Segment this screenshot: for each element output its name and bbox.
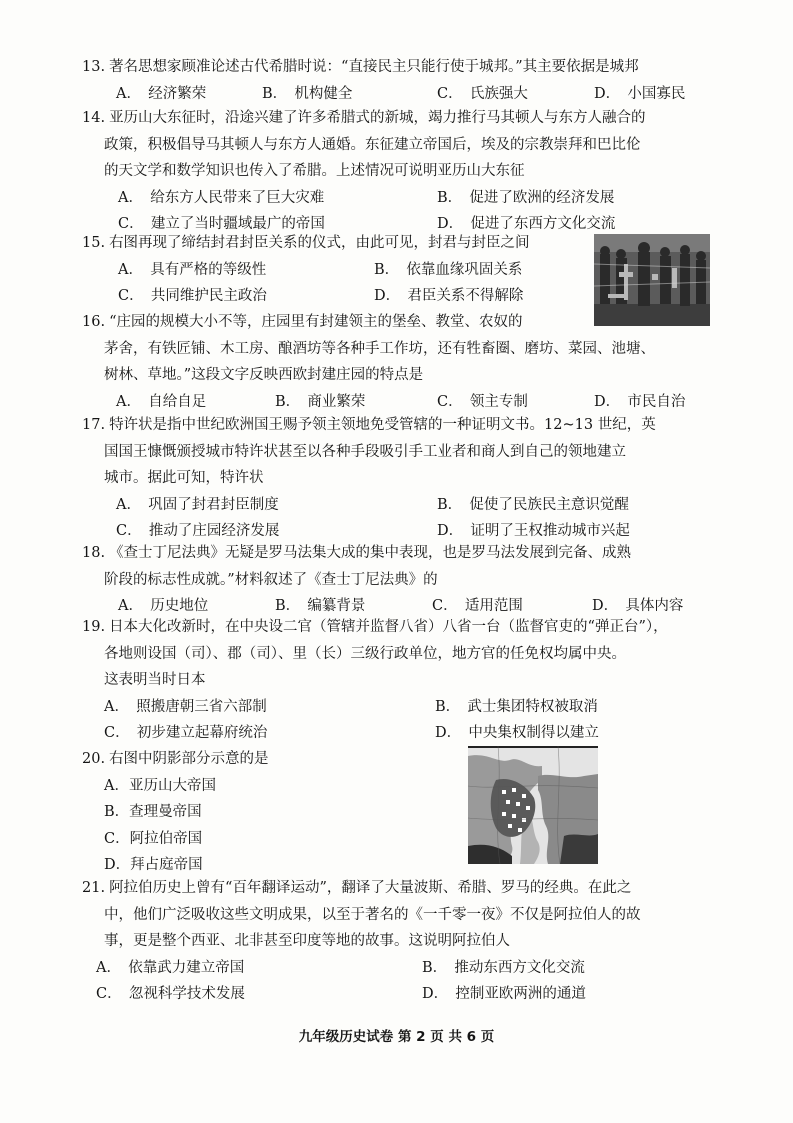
- question-21: [82, 875, 742, 1008]
- question-20: [82, 746, 722, 879]
- question-17: [82, 412, 722, 545]
- question-number: 18.: [82, 545, 106, 561]
- question-text: 政策，积极倡导马其顿人与东方人通婚。东征建立帝国后，埃及的宗教崇拜和巴比伦: [104, 136, 641, 153]
- question-text: 中，他们广泛吸收这些文明成果，以至于著名的《一千零一夜》不仅是阿拉伯人的故: [104, 906, 641, 923]
- options-row: [82, 492, 722, 519]
- map-illustration: [468, 746, 598, 864]
- empire-map: [468, 746, 598, 864]
- option-a[interactable]: A． 照搬唐朝三省六部制: [104, 698, 267, 715]
- question-14: [82, 105, 722, 238]
- option-d[interactable]: D． 中央集权制得以建立: [435, 725, 599, 741]
- option-b[interactable]: B． 促进了欧洲的经济发展: [437, 189, 615, 206]
- option-b[interactable]: B． 商业繁荣: [275, 393, 366, 410]
- option-d[interactable]: D． 具体内容: [592, 598, 684, 614]
- option-d[interactable]: D． 君臣关系不得解除: [374, 288, 524, 304]
- option-d[interactable]: D．拜占庭帝国: [104, 857, 203, 873]
- option-b[interactable]: B．查理曼帝国: [104, 804, 202, 820]
- page-footer: 九年级历史试卷 第 2 页 共 6 页: [298, 1029, 495, 1045]
- question-text: 右图再现了缔结封君封臣关系的仪式，由此可见，封君与封臣之间: [109, 235, 530, 251]
- question-text: 这表明当时日本: [104, 672, 206, 688]
- question-text: 的天文学和数学知识也传入了希腊。上述情况可说明亚历山大东征: [104, 163, 525, 179]
- option-c[interactable]: C． 忽视科学技术发展: [96, 986, 245, 1002]
- question-number: 21.: [82, 880, 106, 896]
- option-a[interactable]: A． 具有严格的等级性: [118, 261, 267, 278]
- option-c[interactable]: C． 氏族强大: [437, 85, 528, 102]
- question-number: 13.: [82, 59, 106, 75]
- option-b[interactable]: B． 依靠血缘巩固关系: [374, 261, 523, 278]
- question-number: 16.: [82, 314, 106, 330]
- question-text: 树林、草地。”这段文字反映西欧封建庄园的特点是: [104, 367, 424, 383]
- question-text: 城市。据此可知，特许状: [104, 470, 264, 486]
- question-number: 19.: [82, 619, 106, 635]
- option-a[interactable]: A． 历史地位: [118, 598, 209, 614]
- question-19: [82, 614, 742, 747]
- option-a[interactable]: A． 给东方人民带来了巨大灾难: [118, 189, 325, 206]
- option-c[interactable]: C． 推动了庄园经济发展: [116, 523, 280, 539]
- question-text: 事，更是整个西亚、北非甚至印度等地的故事。这说明阿拉伯人: [104, 933, 510, 949]
- option-c[interactable]: C． 建立了当时疆域最广的帝国: [118, 216, 325, 232]
- question-text: “庄园的规模大小不等，庄园里有封建领主的堡垒、教堂、农奴的: [109, 314, 523, 330]
- option-d[interactable]: D． 小国寡民: [594, 85, 686, 102]
- options-row: [82, 720, 742, 747]
- option-b[interactable]: B． 机构健全: [262, 85, 353, 102]
- question-18: [82, 540, 722, 620]
- option-c[interactable]: C．阿拉伯帝国: [104, 830, 203, 847]
- question-number: 15.: [82, 235, 106, 251]
- question-text: 右图中阴影部分示意的是: [109, 751, 269, 767]
- option-c[interactable]: C． 领主专制: [437, 393, 528, 410]
- option-b[interactable]: B． 编纂背景: [275, 598, 366, 614]
- question-text: 各地则设国（司）、郡（司）、里（长）三级行政单位，地方官的任免权均属中央。: [104, 645, 626, 662]
- option-d[interactable]: D． 证明了王权推动城市兴起: [437, 523, 630, 539]
- question-text: 阶段的标志性成就。”材料叙述了《查士丁尼法典》的: [104, 571, 438, 588]
- question-16: [82, 309, 722, 415]
- option-a[interactable]: A． 依靠武力建立帝国: [96, 959, 245, 976]
- question-number: 20.: [82, 751, 106, 767]
- option-a[interactable]: A． 经济繁荣: [116, 85, 207, 102]
- option-b[interactable]: B． 推动东西方文化交流: [422, 959, 585, 976]
- option-d[interactable]: D． 市民自治: [594, 393, 686, 410]
- options-row: [82, 955, 742, 982]
- option-a[interactable]: A．亚历山大帝国: [104, 777, 216, 794]
- option-b[interactable]: B． 促使了民族民主意识觉醒: [437, 496, 629, 513]
- option-c[interactable]: C． 共同维护民主政治: [118, 288, 267, 304]
- question-text: 著名思想家顾准论述古代希腊时说：“直接民主只能行使于城邦。”其主要依据是城邦: [109, 59, 639, 75]
- option-c[interactable]: C． 初步建立起幕府统治: [104, 725, 268, 741]
- option-d[interactable]: D． 促进了东西方文化交流: [437, 216, 616, 232]
- question-text: 阿拉伯历史上曾有“百年翻译运动”，翻译了大量波斯、希腊、罗马的经典。在此之: [109, 880, 632, 896]
- question-text: 特许状是指中世纪欧洲国王赐予领主领地免受管辖的一种证明文书。12~13 世纪，英: [109, 417, 656, 433]
- question-text: 《查士丁尼法典》无疑是罗马法集大成的集中表现，也是罗马法发展到完备、成熟: [109, 545, 632, 561]
- question-13: [82, 54, 722, 107]
- option-a[interactable]: A． 自给自足: [116, 393, 207, 410]
- option-b[interactable]: B． 武士集团特权被取消: [435, 698, 598, 715]
- options-row: [82, 694, 742, 721]
- options-row: [82, 81, 722, 108]
- option-c[interactable]: C． 适用范围: [432, 598, 523, 614]
- question-text: 日本大化改新时，在中央设二官（管辖并监督八省）八省一台（监督官吏的“弹正台”），: [109, 619, 668, 635]
- question-text: 国国王慷慨颁授城市特许状甚至以各种手段吸引手工业者和商人到自己的领地建立: [104, 443, 626, 460]
- option-a[interactable]: A． 巩固了封君封臣制度: [116, 496, 279, 513]
- option-d[interactable]: D． 控制亚欧两洲的通道: [422, 986, 586, 1002]
- question-text: 茅舍，有铁匠铺、木工房、酿酒坊等各种手工作坊，还有牲畜圈、磨坊、菜园、池塘、: [104, 340, 655, 357]
- options-row: [82, 185, 722, 212]
- question-text: 亚历山大东征时，沿途兴建了许多希腊式的新城，竭力推行马其顿人与东方人融合的: [109, 110, 646, 126]
- options-row: [82, 981, 742, 1008]
- question-number: 17.: [82, 417, 106, 433]
- question-number: 14.: [82, 110, 106, 126]
